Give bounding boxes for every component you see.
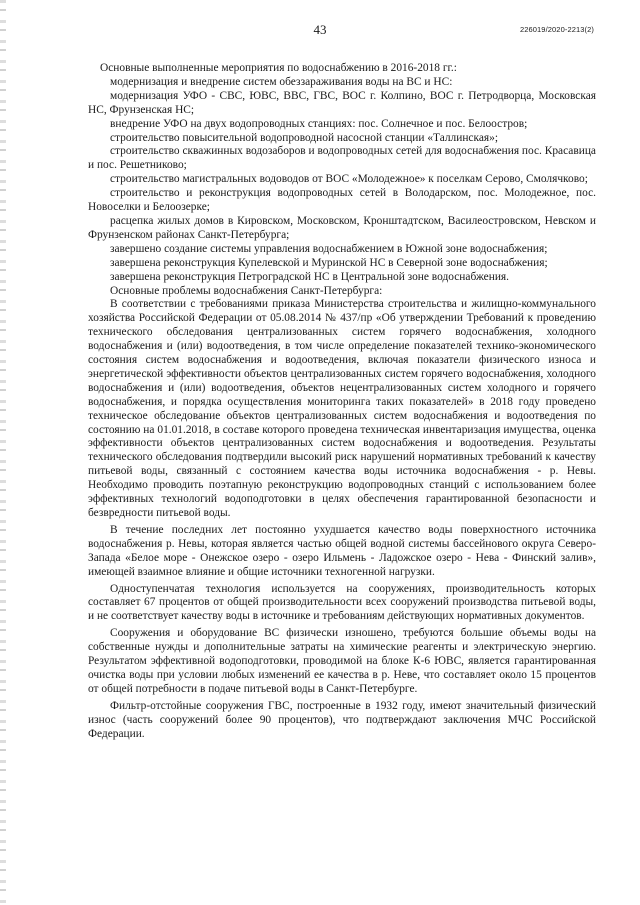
paragraph: модернизация УФО - СВС, ЮВС, ВВС, ГВС, ВОС г. Колпино, ВОС г. Петродворца, Московская НС, Фрунзенская НС; — [88, 89, 596, 116]
paragraph: завершена реконструкция Купелевской и Муринской НС в Северной зоне водоснабжения; — [110, 256, 548, 269]
paragraph: внедрение УФО на двух водопроводных станциях: пос. Солнечное и пос. Белоостров; — [110, 117, 528, 130]
binding-edge — [0, 0, 6, 905]
paragraph: строительство и реконструкция водопроводных сетей в Володарском, пос. Молодежное, пос. Новоселки и Белоозерке; — [88, 187, 596, 214]
paragraph: расцепка жилых домов в Кировском, Московском, Кронштадтском, Василеостровском, Невском и Фрунзенском районах Санкт-Петербурга; — [88, 214, 596, 241]
paragraph: Основные выполненные мероприятия по водоснабжению в 2016-2018 гг.: — [100, 62, 457, 74]
page-number: 43 — [313, 22, 327, 37]
paragraph: завершена реконструкция Петроградской НС в Центральной зоне водоснабжения. — [110, 270, 510, 283]
paragraph: Основные проблемы водоснабжения Санкт-Петербурга: — [110, 284, 383, 297]
paragraph: В течение последних лет постоянно ухудшается качество воды поверхностного источника водоснабжения р. Невы, которая является частью общей водной системы бассейнового округа Северо-Запада «Белое море - Онежское озеро - озеро Ильмень - Ладожское озеро - Нева - Финский залив», имеющей взаимное влияние и общие источники техногенной нагрузки. — [88, 523, 596, 578]
paragraph: Сооружения и оборудование ВС физически изношено, требуются большие объемы воды на собственные нужды и дополнительные затраты на химические реагенты и электрическую энергию. Результатом эффективной водоподготовки, проводимой на блоке К-6 ЮВС, является гарантированная очистка воды при условии любых изменений ее качества в р. Неве, что составляет около 15 процентов от общей потребности в подаче питьевой воды в Санкт-Петербурге. — [88, 627, 596, 695]
paragraph: Одноступенчатая технология используется на сооружениях, производительность которых составляет 67 процентов от общей производительности всех сооружений производства питьевой воды, и не соответствует качеству воды в источнике и требованиям действующих нормативных документов. — [88, 582, 596, 623]
paragraph: строительство скважинных водозаборов и водопроводных сетей для водоснабжения пос. Красавица и пос. Решетниково; — [88, 145, 596, 172]
paragraph: строительство повысительной водопроводной насосной станции «Таллинская»; — [110, 131, 499, 144]
document-body — [88, 62, 596, 742]
paragraph: модернизация и внедрение систем обеззараживания воды на ВС и НС: — [110, 75, 453, 88]
paragraph: завершено создание системы управления водоснабжением в Южной зоне водоснабжения; — [110, 242, 548, 255]
paragraph: В соответствии с требованиями приказа Министерства строительства и жилищно-коммунального хозяйства Российской Федерации от 05.08.2014 № 437/пр «Об утверждении Требований к проведению технического обследования централизованных систем горячего водоснабжения, холодного водоснабжения и (или) водоотведения, в том числе определение показателей технико-экономического состояния систем водоснабжения и водоотведения, включая показатели физического износа и энергетической эффективности объектов централизованных систем горячего водоснабжения, холодного водоснабжения и (или) водоотведения, объектов нецентрализованных систем холодного и горячего водоснабжения, и порядка осуществления мониторинга таких показателей» в 2018 году проведено техническое обследование объектов централизованных систем водоснабжения и водоотведения по состоянию на 01.01.2018, в составе которого проведена техническая инвентаризация имущества, оценка эффективности объектов централизованных систем водоснабжения и водоотведения. Результаты технического обследования подтвердили высокий риск нарушений нормативных требований к качеству питьевой воды, связанный с состоянием качества воды источника водоснабжения - р. Невы. Необходимо проводить поэтапную реконструкцию водопроводных станций с использованием более эффективных технологий водоподготовки в целях обеспечения гарантированной безопасности и безвредности питьевой воды. — [88, 298, 596, 519]
paragraph: Фильтр-отстойные сооружения ГВС, построенные в 1932 году, имеют значительный физический износ (часть сооружений более 90 процентов), что подтверждают заключения МЧС Российской Федерации. — [88, 699, 596, 740]
document-id: 226019/2020-2213(2) — [519, 25, 594, 34]
paragraph: строительство магистральных водоводов от ВОС «Молодежное» к поселкам Серово, Смолячково; — [110, 173, 588, 186]
